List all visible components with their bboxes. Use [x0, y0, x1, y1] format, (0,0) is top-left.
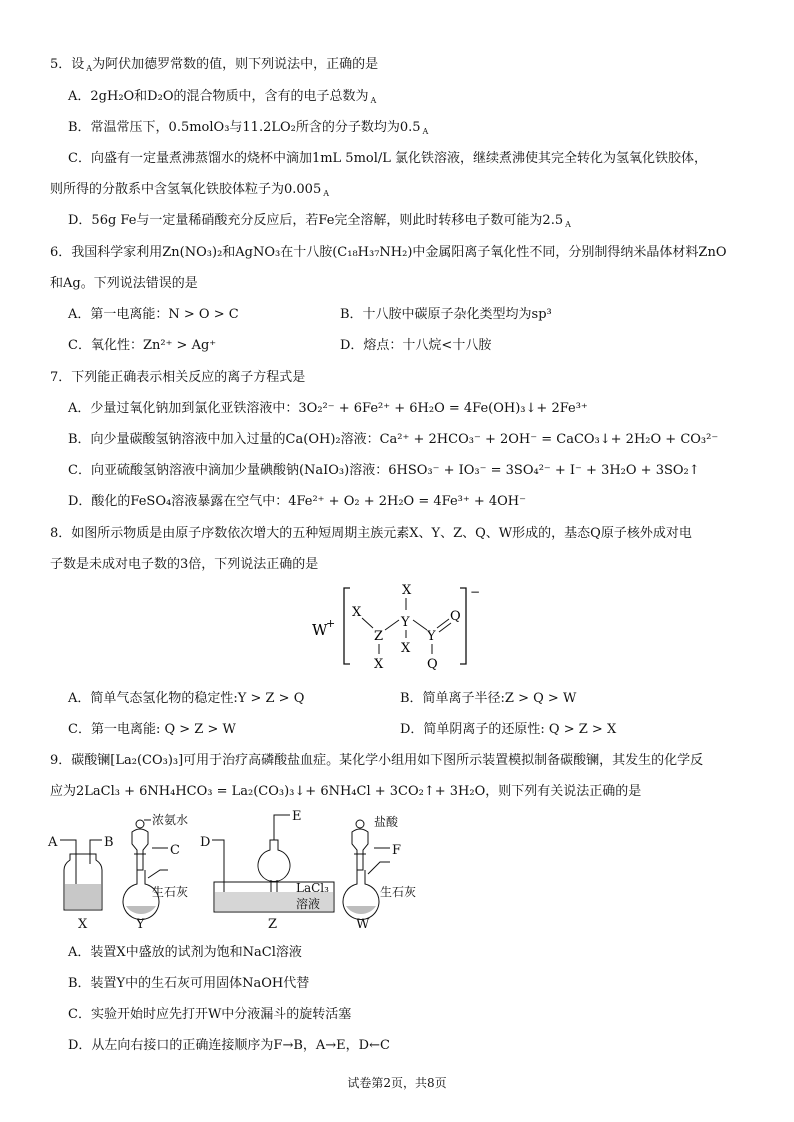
w-funnel-stopper [356, 820, 364, 828]
q9-option-c: C．实验开始时应先打开W中分液漏斗的旋转活塞 [68, 1007, 352, 1022]
y-funnel [132, 829, 148, 870]
q9-stem-line1: 9．碳酸镧[La₂(CO₃)₃]可用于治疗高磷酸盐血症。某化学小组用如下图所示装置模拟制备碳酸镧，其发生的化学反 [50, 753, 704, 768]
quicklime-w-label: 生石灰 [380, 885, 417, 899]
q5-stem: 5．设 $_A$为阿伏加德罗常数的值，则下列说法中，正确的是 [50, 57, 379, 73]
apparatus-z [200, 810, 334, 932]
x-liquid [65, 884, 101, 909]
struct-bond-x-z [362, 618, 373, 628]
struct-z: Z [374, 629, 384, 644]
q6-option-d: D．熔点：十八烷<十八胺 [340, 338, 492, 353]
q6-option-c: C．氧化性：Zn²⁺ > Ag⁺ [68, 338, 217, 353]
q9-option-d: D．从左向右接口的正确连接顺序为F→B，A→E，D←C [68, 1038, 390, 1053]
port-a-label: A [48, 835, 58, 850]
struct-double-bond-1 [437, 619, 449, 628]
apparatus-y [123, 812, 188, 932]
q8-stem-line1: 8．如图所示物质是由原子序数依次增大的五种短周期主族元素X、Y、Z、Q、W形成的，基态Q原子核外成对电 [50, 526, 692, 541]
struct-cation-w: W [312, 621, 328, 639]
z-e-tube [274, 815, 290, 840]
q9-option-a: A．装置X中盛放的试剂为饱和NaCl溶液 [68, 945, 302, 960]
struct-double-bond-2 [439, 623, 451, 632]
struct-bond-y-y [413, 620, 427, 630]
q6-stem-line1: 6．我国科学家利用Zn(NO₃)₂和AgNO₃在十八胺(C₁₈H₃₇NH₂)中金属阳离子氧化性不同，分别制得纳米晶体材料ZnO [50, 245, 727, 260]
label-z: Z [268, 917, 278, 932]
w-side-tube [368, 862, 390, 874]
struct-cation-charge: + [326, 617, 336, 630]
struct-anion-charge: − [470, 585, 481, 599]
q8-option-b: B．简单离子半径:Z > Q > W [400, 691, 577, 706]
y-solid [126, 906, 156, 914]
q9-apparatus-diagram [44, 810, 444, 936]
page-footer: 试卷第2页，共8页 [347, 1076, 447, 1090]
q7-stem: 7．下列能正确表示相关反应的离子方程式是 [50, 370, 306, 385]
lacl3-label: LaCl₃ [296, 881, 329, 895]
q7-option-d: D．酸化的FeSO₄溶液暴露在空气中：4Fe²⁺ + O₂ + 2H₂O = 4Fe³⁺ + 4OH⁻ [68, 494, 526, 509]
q7-option-a: A．少量过氧化钠加到氯化亚铁溶液中：3O₂²⁻ + 6Fe²⁺ + 6H₂O = 4Fe(OH)₃↓+ 2Fe³⁺ [68, 401, 588, 416]
quicklime-y-label: 生石灰 [152, 885, 189, 899]
label-w: W [356, 917, 370, 932]
q7-option-c: C．向亚硫酸氢钠溶液中滴加少量碘酸钠(NaIO₃)溶液：6HSO₃⁻ + IO₃⁻ = 3SO₄²⁻ + I⁻ + 3H₂O + 3SO₂↑ [68, 463, 700, 478]
q8-option-a: A．简单气态氢化物的稳定性:Y > Z > Q [68, 691, 305, 706]
apparatus-x [47, 835, 114, 932]
z-bulb [258, 840, 290, 881]
struct-bracket-right [460, 588, 466, 664]
q5-option-b: B．常温常压下，0.5molO₃与11.2LO₂所含的分子数均为0.5 $_A$ [68, 120, 429, 136]
q8-option-c: C．第一电离能: Q > Z > W [68, 722, 236, 737]
struct-y-right: Y [427, 629, 436, 644]
q8-stem-line2: 子数是未成对电子数的3倍，下列说法正确的是 [50, 557, 319, 572]
label-y: Y [136, 917, 145, 932]
apparatus-w [343, 814, 416, 932]
q7-option-b: B．向少量碳酸氢钠溶液中加入过量的Ca(OH)₂溶液：Ca²⁺ + 2HCO₃⁻ + 2OH⁻ = CaCO₃↓+ 2H₂O + CO₃²⁻ [68, 432, 719, 447]
q5-option-a: A．2gH₂O和D₂O的混合物质中，含有的电子总数为 $_A$ [68, 89, 377, 105]
port-e-label: E [292, 810, 302, 824]
struct-x-under-y: X [401, 641, 411, 656]
q5-option-c-line1: C．向盛有一定量煮沸蒸馏水的烧杯中滴加1mL 5mol/L 氯化铁溶液，继续煮沸使其完全转化为氢氧化铁胶体， [68, 151, 708, 166]
port-b-label: B [104, 835, 114, 850]
w-funnel [352, 829, 368, 870]
struct-q-down: Q [427, 657, 438, 672]
q5-option-c-line2: 则所得的分散系中含氢氧化铁胶体粒子为0.005 $_A$ [50, 182, 329, 198]
struct-x-left: X [352, 605, 362, 620]
acid-label: 盐酸 [374, 815, 399, 829]
struct-y-center: Y [401, 615, 410, 630]
port-f-label: F [392, 843, 402, 858]
port-c-label: C [170, 843, 180, 858]
y-side-tube [148, 870, 168, 878]
ammonia-label: 浓氨水 [152, 813, 189, 827]
struct-x-under-z: X [374, 657, 384, 672]
q5-option-d: D．56g Fe与一定量稀硝酸充分反应后，若Fe完全溶解，则此时转移电子数可能为2.5 $_A$ [68, 213, 571, 229]
q6-option-b: B．十八胺中碳原子杂化类型均为sp³ [340, 307, 552, 322]
struct-bond-z-y [385, 620, 399, 630]
q6-stem-line2: 和Ag。下列说法错误的是 [50, 276, 198, 291]
w-solid [346, 906, 376, 914]
y-funnel-stopper [136, 820, 144, 828]
q8-option-d: D．简单阴离子的还原性: Q > Z > X [400, 722, 617, 737]
struct-q-double: Q [450, 609, 461, 624]
struct-bracket-left [344, 588, 350, 664]
q8-structure-diagram [300, 576, 500, 676]
label-x: X [78, 917, 88, 932]
port-d-label: D [200, 835, 211, 850]
q6-option-a: A．第一电离能：N > O > C [68, 307, 239, 322]
solution-label: 溶液 [296, 897, 321, 911]
q9-stem-line2: 应为2LaCl₃ + 6NH₄HCO₃ = La₂(CO₃)₃↓+ 6NH₄Cl + 3CO₂↑+ 3H₂O，则下列有关说法正确的是 [50, 784, 642, 799]
q9-option-b: B．装置Y中的生石灰可用固体NaOH代替 [68, 976, 310, 991]
struct-x-top: X [402, 583, 412, 598]
